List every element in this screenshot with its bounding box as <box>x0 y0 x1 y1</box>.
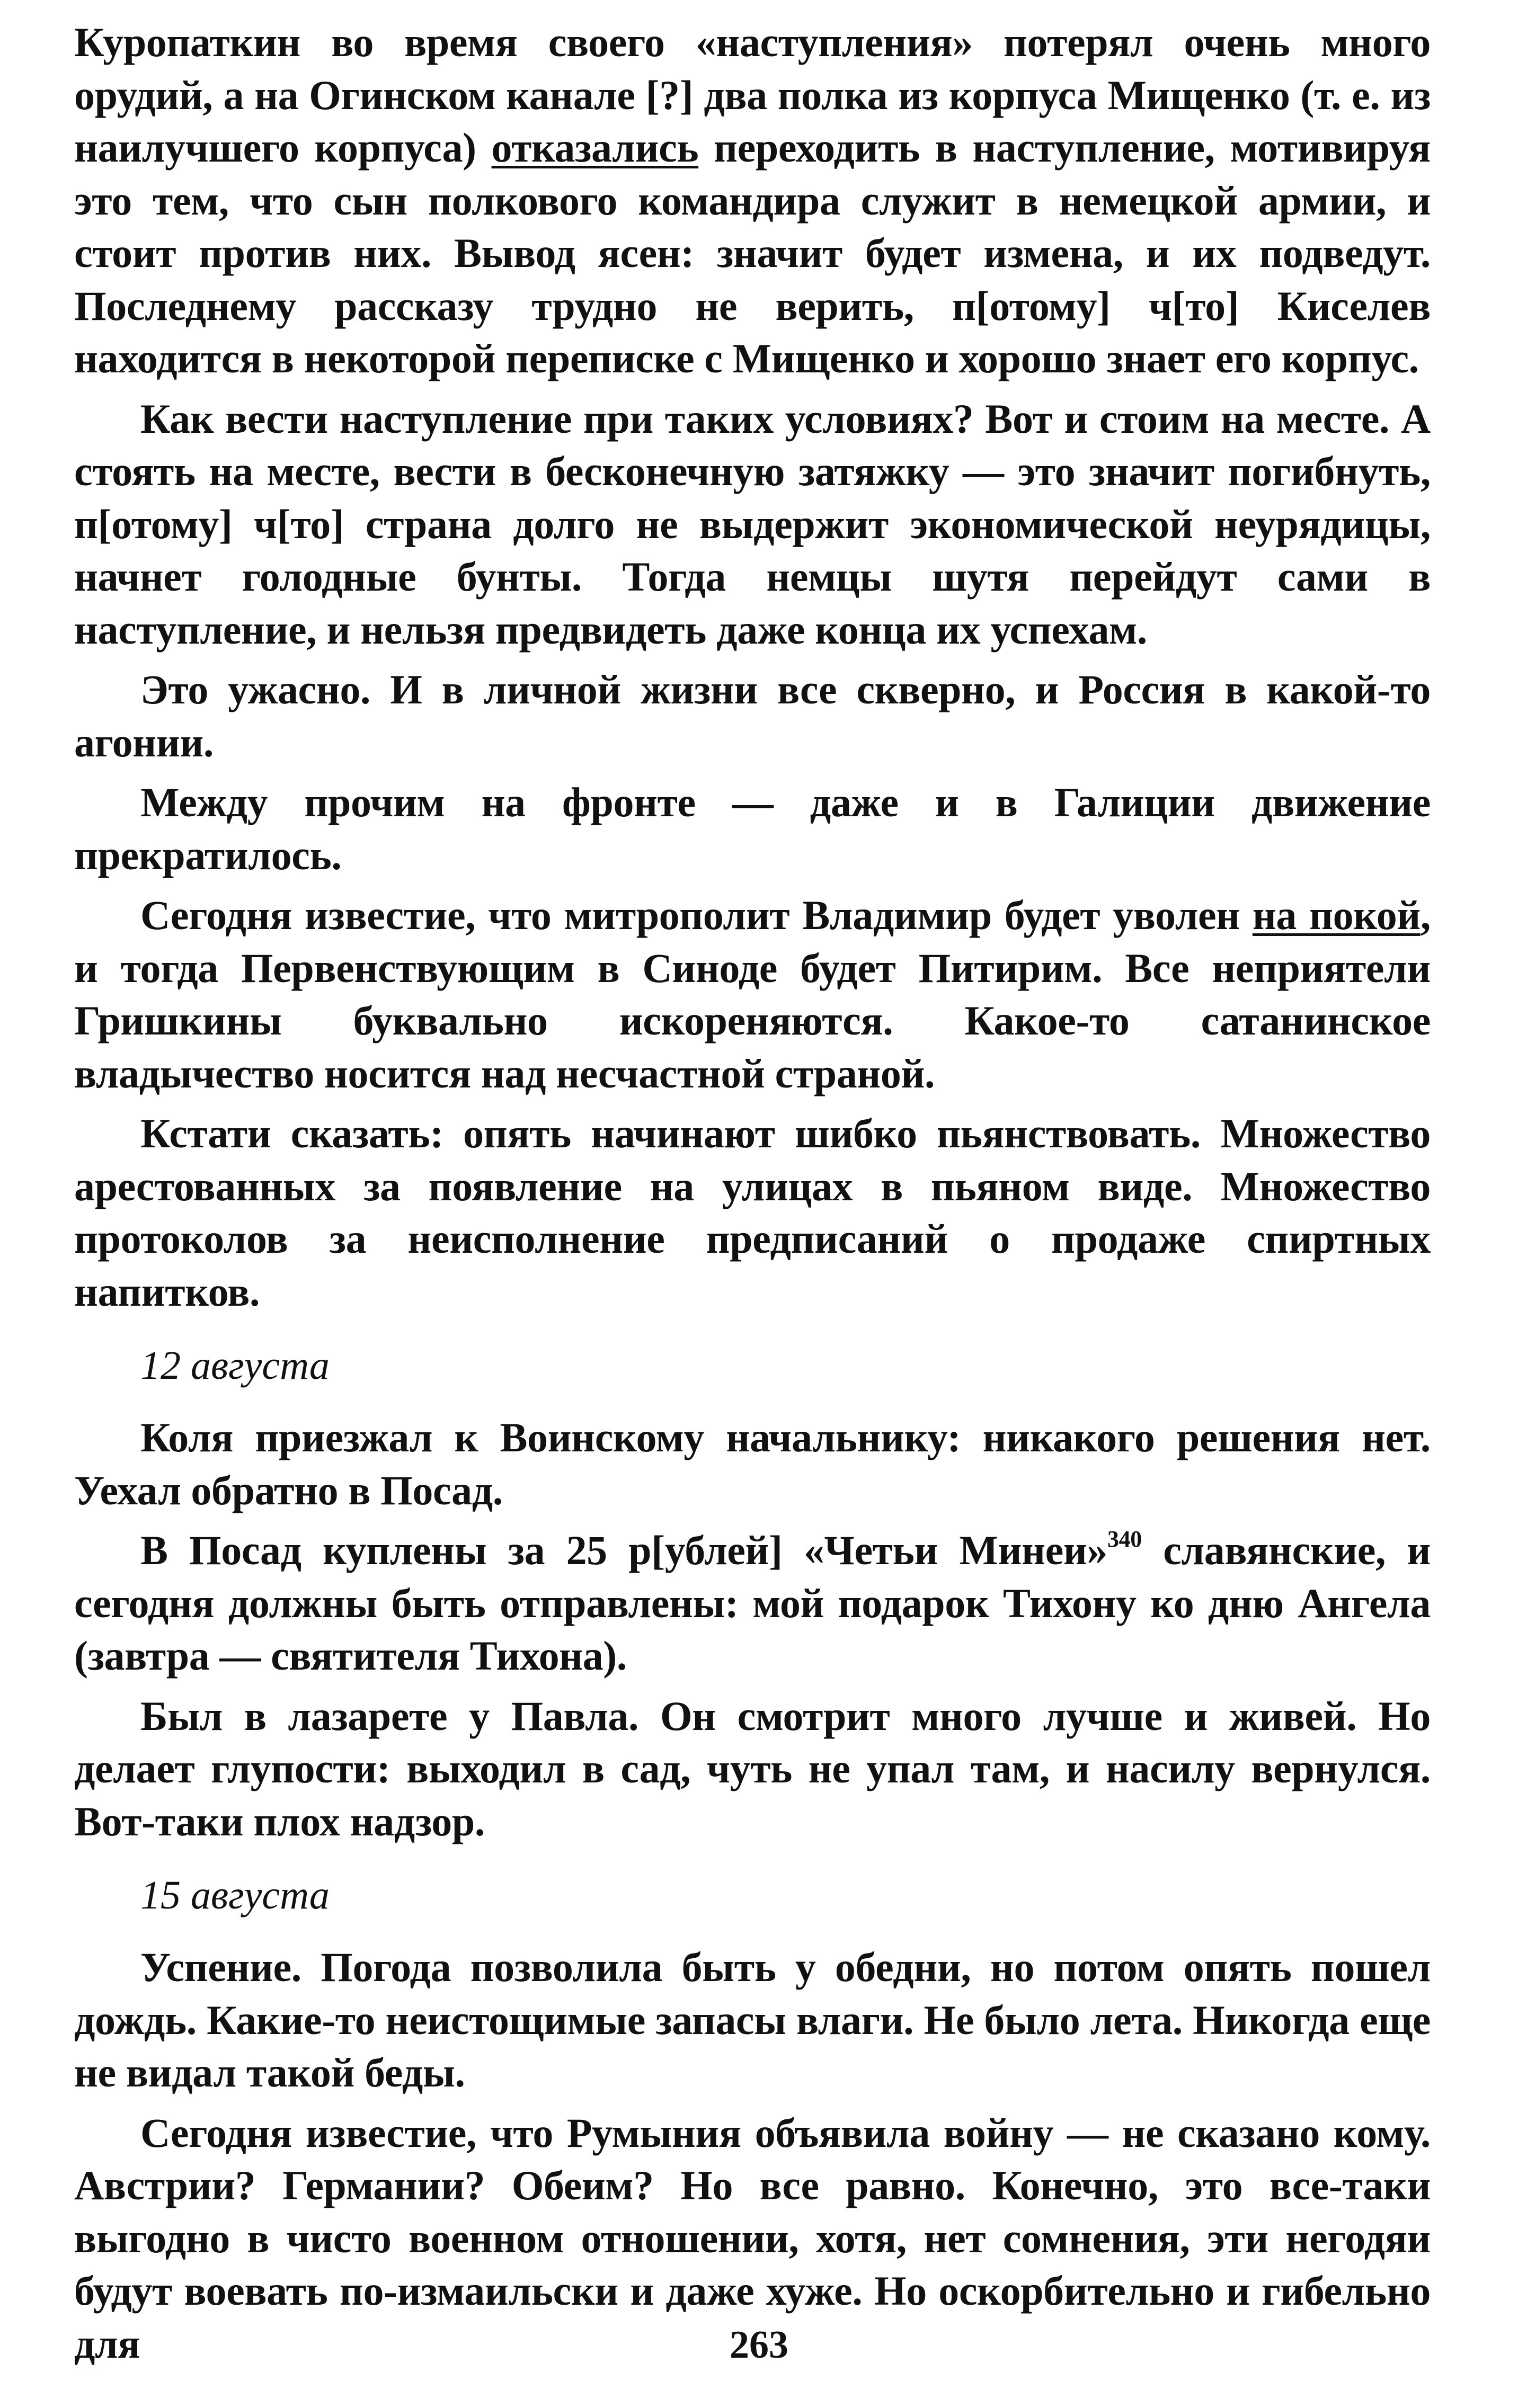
paragraph-4: Между прочим на фронте — даже и в Галиции движение прекратилось. <box>74 779 1431 878</box>
paragraph-11: Сегодня известие, что Румыния объявила войну — не сказано кому. Австрии? Германии? Обеим? Но все равно. Конечно, это все-таки выгодно в чисто военном отношении, хотя, нет сомнения, эти негодяи будут воевать по-измаильски и даже хуже. Но оскорбительно и гибельно для <box>74 2109 1431 2367</box>
text-span: Сегодня известие, что митрополит Владимир будет уволен <box>140 892 1240 938</box>
page-body <box>74 16 1431 2377</box>
paragraph-3: Это ужасно. И в личной жизни все скверно, и Россия в какой-то агонии. <box>74 666 1431 765</box>
paragraph-9: Был в лазарете у Павла. Он смотрит много лучше и живей. Но делает глупости: выходил в сад, чуть не упал там, и насилу вернулся. Вот-таки плох надзор. <box>74 1692 1431 1844</box>
paragraph-6: Кстати сказать: опять начинают шибко пьянствовать. Множество арестованных за появление на улицах в пьяном виде. Множество протоколов за неисполнение предписаний о продаже спиртных напитков. <box>74 1110 1431 1315</box>
paragraph-5 <box>74 889 1431 1100</box>
text-span: В Посад куплены за 25 р[ублей] «Четьи Минеи» <box>140 1527 1108 1573</box>
paragraph-2: Как вести наступление при таких условиях? Вот и стоим на месте. А стоять на месте, вести в бесконечную затяжку — это значит погибнуть, п[отому] ч[то] страна долго не выдержит экономической неурядицы, начнет голодные бунты. Тогда немцы шутя перейдут сами в наступление, и нельзя предвидеть даже конца их успехам. <box>74 395 1431 653</box>
paragraph-8 <box>74 1524 1431 1682</box>
page-number: 263 <box>730 2323 788 2367</box>
paragraph-1 <box>74 16 1431 385</box>
text-span: переходить в наступление, мотивируя это тем, что сын полкового командира служит в немецкой армии, и стоит против них. Вывод ясен: значит будет измена, и их подведут. Последнему рассказу трудно не верить, п[отому] ч[то] Киселев находится в некоторой переписке с Мищенко и хорошо знает его корпус. <box>74 124 1431 381</box>
underlined-phrase: на покой <box>1252 892 1421 938</box>
paragraph-10: Успение. Погода позволила быть у обедни, но потом опять пошел дождь. Какие-то неистощимые запасы влаги. Не было лета. Никогда еще не видал такой беды. <box>74 1944 1431 2095</box>
text-span: , и тогда Первенствующим в Синоде будет Питирим. Все неприятели Гришкины буквально искореняются. Какое-то сатанинское владычество носится над несчастной страной. <box>74 892 1431 1096</box>
text-span: Куропаткин во время своего «наступления» потерял очень много орудий, а на Огинском канале [?] два полка из корпуса Мищенко (т. е. из наилучшего корпуса) <box>74 19 1431 171</box>
diary-date-heading: 12 августа <box>140 1343 330 1388</box>
text-span: славянские, и сегодня должны быть отправлены: мой подарок Тихону ко дню Ангела (завтра — святителя Тихона). <box>74 1527 1431 1679</box>
footnote-marker: 340 <box>1107 1526 1142 1552</box>
paragraph-7: Коля приезжал к Воинскому начальнику: никакого решения нет. Уехал обратно в Посад. <box>74 1414 1431 1513</box>
diary-date-heading: 15 августа <box>140 1873 330 1918</box>
underlined-word: отказались <box>491 124 699 171</box>
